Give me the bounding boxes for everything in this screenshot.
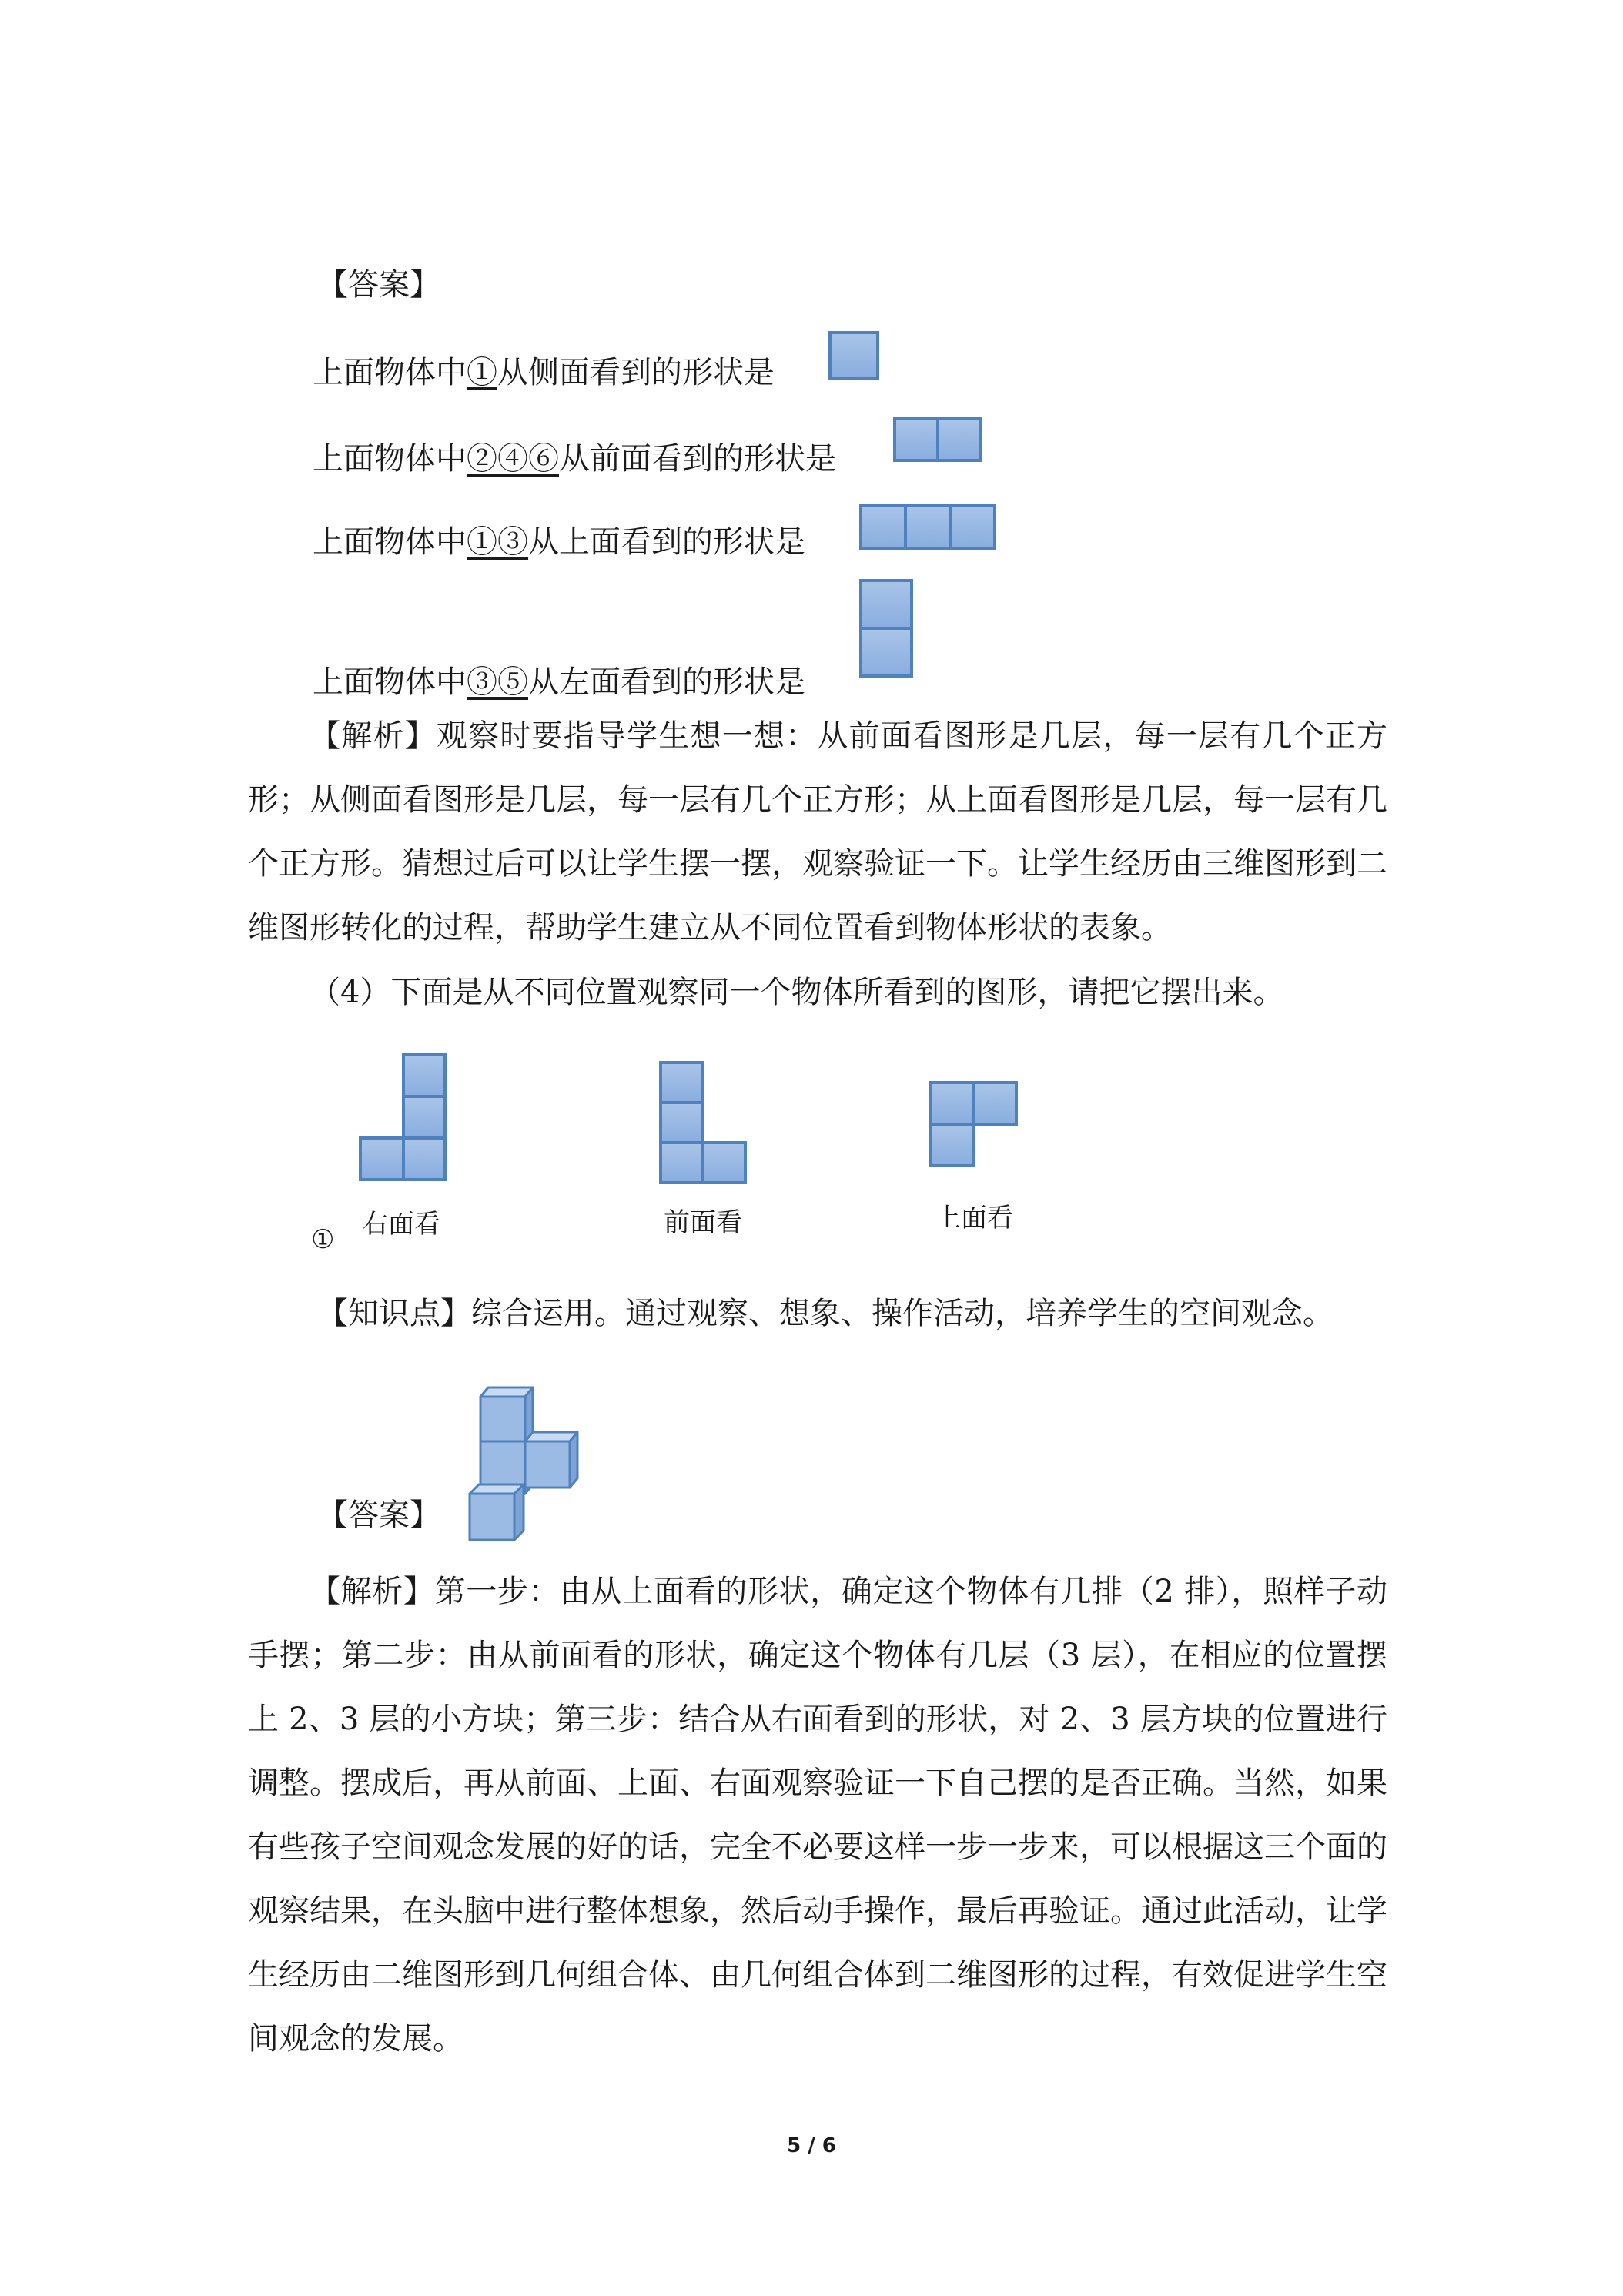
answer-line-1: 上面物体中①从侧面看到的形状是 [313,355,775,390]
cube-side-face [514,1484,524,1540]
cube-front-face [480,1397,525,1441]
analysis-paragraph-2: 【解析】第一步：由从上面看的形状，确定这个物体有几排（2 排），照样子动手摆；第二步：由从前面看的形状，确定这个物体有几层（3 层），在相应的位置摆上 2、3 层的小方块；第三步：结合从右面看到的形状，对 2、3 层方块的位置进行调整。摆成后，再从前面、上面、右面观察验证一下自己摆的是否正确。当然，如果有些孩子空间观念发展的好的话，完全不必要这样一步一步来，可以根据这三个面的观察结果，在头脑中进行整体想象，然后动手操作，最后再验证。通过此活动，让学生经历由二维图形到几何组合体、由几何组合体到二维图形的过程，有效促进学生空间观念的发展。 [248,1574,1388,2057]
square [701,1141,747,1184]
front-view-caption: 前面看 [664,1207,742,1238]
right-view-caption: 右面看 [362,1209,440,1240]
figure-number: ① [311,1224,335,1255]
square [859,579,913,630]
cube-front-face [480,1441,525,1484]
analysis-label: 【解析】 [310,718,437,754]
analysis-2-label: 【解析】 [310,1574,435,1609]
cube-front-face [470,1494,514,1540]
knowledge-label: 【知识点】 [317,1296,471,1331]
answer-line-2: 上面物体中②④⑥从前面看到的形状是 [313,441,836,477]
square [893,417,939,462]
answer-line-4: 上面物体中③⑤从左面看到的形状是 [313,664,805,700]
cube-front-face [525,1441,570,1488]
analysis-paragraph-1: 【解析】观察时要指导学生想一想：从前面看图形是几层，每一层有几个正方形；从侧面看图形是几层，每一层有几个正方形；从上面看图形是几层，每一层有几个正方形。猜想过后可以让学生摆一摆，观察验证一下。让学生经历由三维图形到二维图形转化的过程，帮助学生建立从不同位置看到物体形状的表象。 [248,718,1388,946]
square [402,1095,447,1140]
square [402,1136,447,1181]
square [828,331,879,380]
square [859,504,907,550]
square [949,504,996,550]
page-number: 5 / 6 [787,2134,836,2157]
answer-2-label: 【答案】 [317,1498,440,1533]
square [659,1101,704,1144]
square [972,1081,1018,1126]
answer-label: 【答案】 [317,267,440,303]
square [859,627,913,678]
top-view-caption: 上面看 [935,1203,1013,1233]
square [659,1141,704,1184]
answer-line-3: 上面物体中①③从上面看到的形状是 [313,524,805,560]
square [402,1053,447,1098]
square [929,1123,975,1167]
square [936,417,982,462]
cube-solid-figure [462,1371,616,1540]
square [904,504,952,550]
square [359,1136,405,1181]
question-4: （4）下面是从不同位置观察同一个物体所看到的图形，请把它摆出来。 [310,975,1284,1010]
square [659,1061,704,1104]
knowledge-line: 【知识点】综合运用。通过观察、想象、操作活动，培养学生的空间观念。 [317,1296,1334,1331]
square [929,1081,975,1126]
